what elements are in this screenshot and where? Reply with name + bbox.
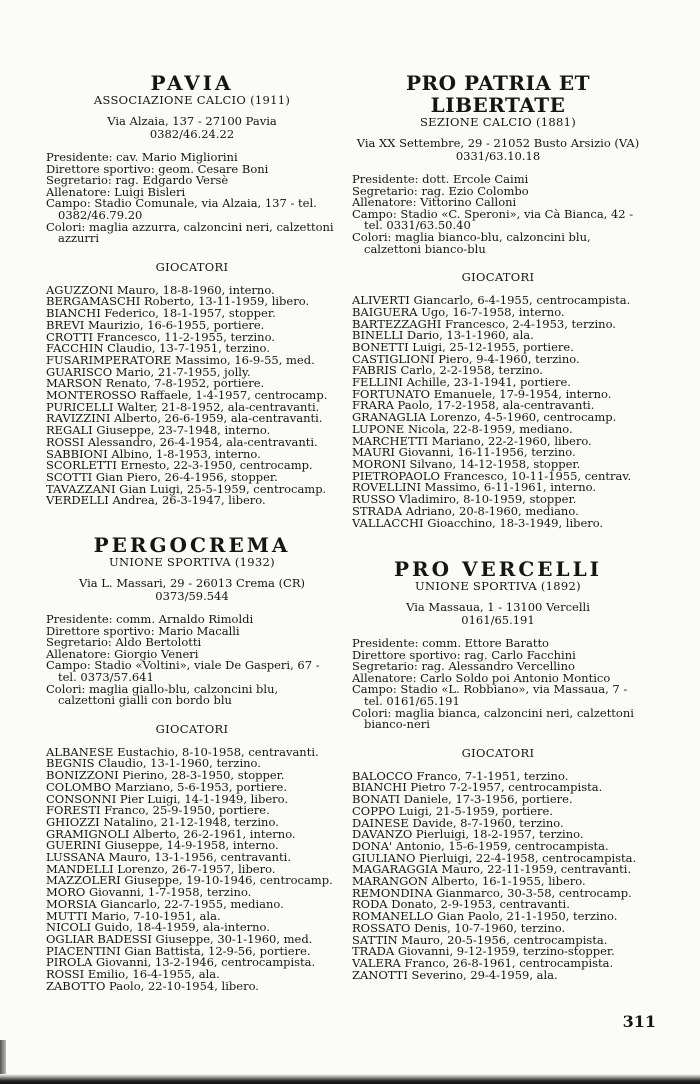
scan-edge-mark (0, 1040, 6, 1074)
player-entry: SABBIONI Albino, 1-8-1953, interno. (46, 446, 261, 461)
club-subtitle: ASSOCIAZIONE CALCIO (1911) (93, 93, 291, 107)
player-entry: MAZZOLERI Giuseppe, 19-10-1946, centrocamp. (46, 873, 333, 888)
player-entry: COPPO Luigi, 21-5-1959, portiere. (352, 803, 554, 818)
club-info-line: Campo: Stadio Comunale, via Alzaia, 137 - tel. 0382/46.79.20 (46, 196, 317, 222)
player-entry: MORONI Silvano, 14-12-1958, stopper. (352, 457, 581, 471)
player-entry: FABRIS Carlo, 2-2-1958, terzino. (352, 363, 543, 378)
player-entry: FRARA Paolo, 17-2-1958, ala-centravanti. (352, 398, 595, 413)
players-heading: GIOCATORI (461, 745, 535, 760)
club-info (46, 152, 338, 245)
club-address-block (352, 137, 644, 162)
club-address: Via Massaua, 1 - 13100 Vercelli (406, 600, 590, 614)
player-entry: GRAMIGNOLI Alberto, 26-2-1961, interno. (46, 826, 296, 841)
player-entry: LUSSANA Mauro, 13-1-1956, centravanti. (46, 850, 291, 865)
players-list (46, 282, 338, 508)
player-entry: ROSSATO Denis, 10-7-1960, terzino. (352, 920, 566, 935)
club-pergocrema (46, 534, 338, 993)
player-entry: MAURI Giovanni, 16-11-1956, terzino. (352, 445, 576, 460)
club-info-line: Allenatore: Carlo Soldo poi Antonio Montico (352, 670, 611, 685)
player-entry: LUPONE Nicola, 22-8-1959, mediano. (352, 421, 573, 436)
player-entry: BREVI Maurizio, 16-6-1955, portiere. (46, 317, 265, 332)
player-entry: VALERA Franco, 26-8-1961, centrocampista. (352, 956, 614, 970)
player-entry: FACCHIN Claudio, 13-7-1951, terzino. (46, 341, 270, 356)
club-info-line: Direttore sportivo: Mario Macalli (46, 623, 240, 638)
player-entry: PIACENTINI Gian Battista, 12-9-56, portiere. (46, 943, 311, 958)
player-entry: REGALI Giuseppe, 23-7-1948, interno. (46, 423, 271, 438)
player-entry: SCOTTI Gian Piero, 26-4-1956, stopper. (46, 470, 278, 484)
player-entry: DAINESE Davide, 8-7-1960, terzino. (352, 815, 564, 830)
players-list (46, 744, 338, 993)
players-heading: GIOCATORI (461, 270, 535, 285)
club-info-line: Presidente: cav. Mario Migliorini (46, 150, 238, 164)
club-info (352, 174, 644, 255)
club-info (46, 614, 338, 707)
club-info-line: Presidente: comm. Ettore Baratto (352, 636, 549, 650)
club-info-line: Direttore sportivo: geom. Cesare Boni (46, 161, 269, 176)
player-entry: CROTTI Francesco, 11-2-1955, terzino. (46, 329, 275, 344)
player-entry: MARSON Renato, 7-8-1952, portiere. (46, 376, 265, 391)
player-entry: BARTEZZAGHI Francesco, 2-4-1953, terzino. (352, 316, 616, 331)
player-entry: OGLIAR BADESSI Giuseppe, 30-1-1960, med. (46, 932, 313, 946)
player-entry: ALBANESE Eustachio, 8-10-1958, centravanti. (46, 744, 319, 759)
club-address: Via L. Massari, 29 - 26013 Crema (CR) (78, 576, 306, 590)
player-entry: BALOCCO Franco, 7-1-1951, terzino. (352, 768, 569, 783)
players-list (352, 295, 644, 529)
club-name: PAVIA (150, 71, 234, 95)
player-entry: ZABOTTO Paolo, 22-10-1954, libero. (46, 978, 259, 993)
player-entry: BEGNIS Claudio, 13-1-1960, terzino. (46, 756, 261, 771)
player-entry: ROMANELLO Gian Paolo, 21-1-1950, terzino. (352, 909, 618, 924)
player-entry: CASTIGLIONI Piero, 9-4-1960, terzino. (352, 351, 580, 366)
club-subtitle: UNIONE SPORTIVA (1892) (415, 579, 581, 593)
club-info-line: Direttore sportivo: rag. Carlo Facchini (352, 647, 576, 662)
club-subtitle: UNIONE SPORTIVA (1932) (109, 555, 275, 569)
club-phone: 0373/59.544 (155, 588, 229, 603)
player-entry: BIANCHI Federico, 18-1-1957, stopper. (46, 306, 276, 321)
players-heading: GIOCATORI (155, 259, 229, 274)
player-entry: VERDELLI Andrea, 26-3-1947, libero. (46, 493, 266, 508)
club-name: PRO PATRIA ET LIBERTATE (405, 71, 591, 117)
player-entry: MARANGON Alberto, 16-1-1955, libero. (352, 874, 586, 889)
players-heading: GIOCATORI (155, 721, 229, 736)
player-entry: MANDELLI Lorenzo, 26-7-1957, libero. (46, 861, 276, 876)
player-entry: PIROLA Giovanni, 13-2-1946, centrocampista. (46, 955, 316, 970)
club-pro-patria (352, 72, 644, 529)
player-entry: GHIOZZI Natalino, 21-12-1948, terzino. (46, 814, 279, 829)
club-info-line: Segretario: rag. Ezio Colombo (352, 183, 529, 198)
player-entry: TRADA Giovanni, 9-12-1959, terzino-stopper. (352, 944, 615, 959)
player-entry: AGUZZONI Mauro, 18-8-1960, interno. (46, 282, 275, 297)
player-entry: MORSIA Giancarlo, 22-7-1955, mediano. (46, 896, 284, 911)
player-entry: COLOMBO Marziano, 5-6-1953, portiere. (46, 779, 288, 794)
player-entry: BERGAMASCHI Roberto, 13-11-1959, libero. (46, 294, 310, 309)
player-entry: DAVANZO Pierluigi, 18-2-1957, terzino. (352, 827, 584, 842)
player-entry: PIETROPAOLO Francesco, 10-11-1955, centrav. (352, 468, 632, 483)
player-entry: FORTUNATO Emanuele, 17-9-1954, interno. (352, 386, 612, 401)
player-entry: BINELLI Dario, 13-1-1960, ala. (352, 328, 534, 343)
club-info-line: Allenatore: Luigi Bisleri (46, 184, 186, 199)
player-entry: MARCHETTI Mariano, 22-2-1960, libero. (352, 433, 592, 448)
club-info-line: Allenatore: Vittorino Calloni (352, 195, 517, 210)
club-address-block (46, 115, 338, 140)
player-entry: BONIZZONI Pierino, 28-3-1950, stopper. (46, 768, 285, 783)
club-info-line: Campo: Stadio «C. Speroni», via Cà Bianca, 42 - tel. 0331/63.50.40 (352, 206, 634, 233)
player-entry: MAGARAGGIA Mauro, 22-11-1959, centravanti. (352, 862, 632, 877)
player-entry: RUSSO Vladimiro, 8-10-1959, stopper. (352, 492, 577, 507)
player-entry: FELLINI Achille, 23-1-1941, portiere. (352, 375, 571, 390)
club-info-line: Presidente: comm. Arnaldo Rimoldi (46, 612, 254, 626)
club-phone: 0161/65.191 (461, 612, 535, 627)
club-info-line: Allenatore: Giorgio Veneri (46, 646, 199, 661)
player-entry: PURICELLI Walter, 21-8-1952, ala-centravanti. (46, 399, 320, 414)
club-phone: 0331/63.10.18 (455, 148, 541, 163)
club-info-line: Segretario: rag. Alessandro Vercellino (352, 659, 575, 674)
club-info-line: Colori: maglia azzurra, calzoncini neri, calzettoni azzurri (46, 219, 334, 246)
club-address-block (352, 601, 644, 626)
player-entry: ROSSI Alessandro, 26-4-1954, ala-centravanti. (46, 434, 318, 449)
player-entry: ROSSI Emilio, 16-4-1955, ala. (46, 967, 220, 982)
player-entry: ALIVERTI Giancarlo, 6-4-1955, centrocampista. (352, 293, 631, 308)
club-info-line: Presidente: dott. Ercole Caimi (352, 172, 529, 186)
club-info-line: Campo: Stadio «Voltini», viale De Gasperi, 67 - tel. 0373/57.641 (46, 658, 320, 684)
club-address: Via XX Settembre, 29 - 21052 Busto Arsizio (VA) (356, 136, 640, 150)
player-entry: GRANAGLIA Lorenzo, 4-5-1960, centrocamp. (352, 410, 617, 425)
club-name: PERGOCREMA (93, 533, 291, 557)
player-entry: MUTTI Mario, 7-10-1951, ala. (46, 908, 221, 923)
club-address-block (46, 577, 338, 602)
club-info-line: Campo: Stadio «L. Robbiano», via Massaua, 7 - tel. 0161/65.191 (352, 682, 628, 708)
player-entry: SATTIN Mauro, 20-5-1956, centrocampista. (352, 932, 608, 947)
player-entry: ZANOTTI Severino, 29-4-1959, ala. (352, 967, 558, 982)
players-list (352, 768, 644, 982)
club-info-line: Segretario: rag. Edgardo Versè (46, 173, 229, 188)
player-entry: RODA Donato, 2-9-1953, centravanti. (352, 897, 570, 912)
club-name: PRO VERCELLI (393, 557, 603, 581)
page-number: 311 (622, 1012, 656, 1031)
player-entry: GIULIANO Pierluigi, 22-4-1958, centrocampista. (352, 850, 637, 865)
player-entry: FORESTI Franco, 25-9-1950, portiere. (46, 803, 270, 818)
player-entry: TAVAZZANI Gian Luigi, 25-5-1959, centrocamp. (46, 481, 327, 496)
player-entry: BIANCHI Pietro 7-2-1957, centrocampista. (352, 780, 603, 795)
club-info-line: Colori: maglia bianco-blu, calzoncini blu, calzettoni bianco-blu (352, 229, 591, 256)
player-entry: GUERINI Giuseppe, 14-9-1958, interno. (46, 838, 279, 853)
player-entry: REMONDINA Gianmarco, 30-3-58, centrocamp. (352, 885, 632, 900)
player-entry: BONETTI Luigi, 25-12-1955, portiere. (352, 339, 574, 354)
player-entry: BAIGUERA Ugo, 16-7-1958, interno. (352, 304, 565, 319)
player-entry: GUARISCO Mario, 21-7-1955, jolly. (46, 364, 251, 379)
club-info-line: Segretario: Aldo Bertolotti (46, 635, 202, 650)
player-entry: ROVELLINI Massimo, 6-11-1961, interno. (352, 480, 597, 495)
player-entry: DONA' Antonio, 15-6-1959, centrocampista. (352, 838, 609, 853)
club-phone: 0382/46.24.22 (149, 126, 235, 141)
player-entry: STRADA Adriano, 20-8-1960, mediano. (352, 503, 579, 518)
club-subtitle: SEZIONE CALCIO (1881) (419, 115, 577, 129)
player-entry: MONTEROSSO Raffaele, 1-4-1957, centrocamp. (46, 388, 328, 403)
club-info (352, 638, 644, 731)
club-pavia (46, 72, 338, 507)
player-entry: NICOLI Guido, 18-4-1959, ala-interno. (46, 920, 270, 935)
player-entry: BONATI Daniele, 17-3-1956, portiere. (352, 792, 573, 807)
player-entry: SCORLETTI Ernesto, 22-3-1950, centrocamp. (46, 458, 313, 473)
club-pro-vercelli (352, 558, 644, 981)
player-entry: VALLACCHI Gioacchino, 18-3-1949, libero. (352, 515, 604, 530)
player-entry: MORO Giovanni, 1-7-1958, terzino. (46, 885, 252, 900)
player-entry: CONSONNI Pier Luigi, 14-1-1949, libero. (46, 791, 289, 806)
scan-bottom-edge (0, 1074, 700, 1084)
player-entry: RAVIZZINI Alberto, 26-6-1959, ala-centravanti. (46, 411, 323, 426)
club-info-line: Colori: maglia giallo-blu, calzoncini blu, calzettoni gialli con bordo blu (46, 681, 279, 708)
player-entry: FUSARIMPERATORE Massimo, 16-9-55, med. (46, 352, 315, 367)
club-address: Via Alzaia, 137 - 27100 Pavia (107, 114, 277, 128)
club-info-line: Colori: maglia bianca, calzoncini neri, calzettoni bianco-neri (352, 705, 634, 732)
